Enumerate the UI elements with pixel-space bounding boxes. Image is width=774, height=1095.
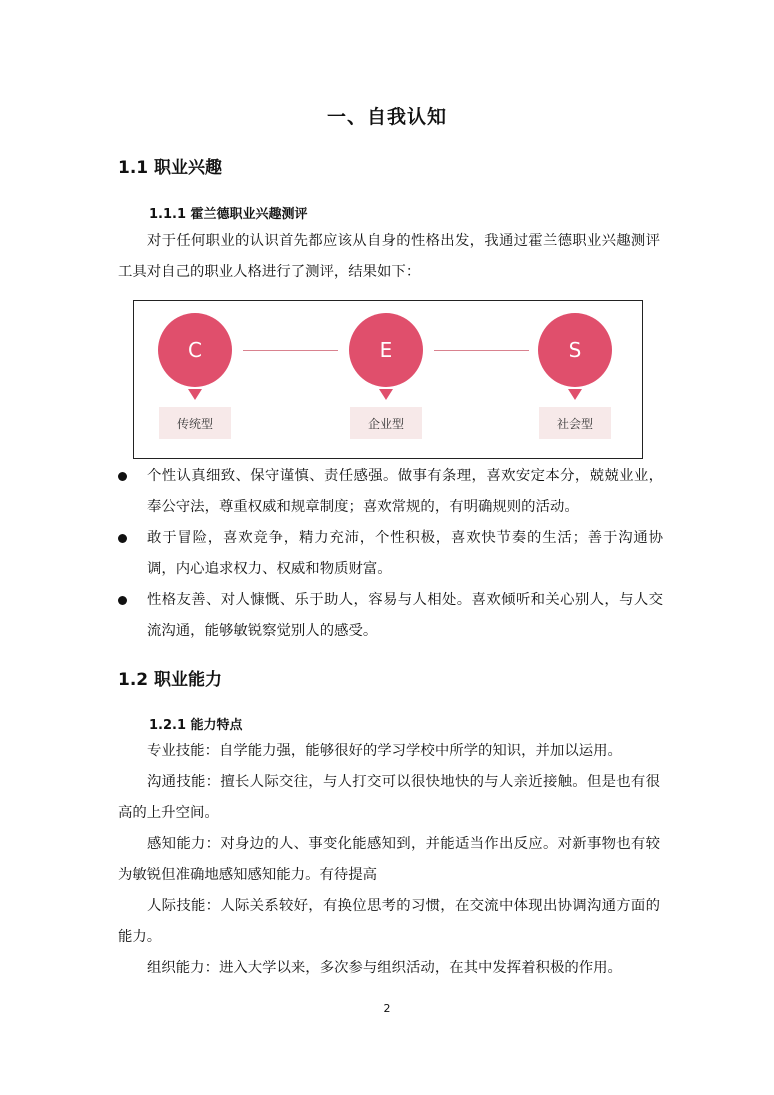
intro-paragraph: 对于任何职业的认识首先都应该从自身的性格出发，我通过霍兰德职业兴趣测评工具对自己的职业人格进行了测评，结果如下： xyxy=(118,233,660,280)
ability-paragraph-organization: 组织能力：进入大学以来，多次参与组织活动，在其中发挥着积极的作用。 xyxy=(147,960,622,976)
list-item xyxy=(118,585,663,647)
type-tag: 传统型 xyxy=(159,407,231,439)
type-circle: C xyxy=(158,313,232,387)
ability-paragraph-professional: 专业技能：自学能力强，能够很好的学习学校中所学的知识，并加以运用。 xyxy=(147,743,622,759)
type-circle: S xyxy=(538,313,612,387)
bullet-icon xyxy=(118,472,127,481)
bullet-text: 敢于冒险，喜欢竞争，精力充沛，个性积极，喜欢快节奏的生活；善于沟通协调，内心追求权力、权威和物质财富。 xyxy=(147,530,663,577)
bullet-text: 性格友善、对人慷慨、乐于助人，容易与人相处。喜欢倾听和关心别人，与人交流沟通，能够敏锐察觉别人的感受。 xyxy=(147,592,663,639)
pointer-icon xyxy=(568,389,582,400)
section-title-career-interest: 1.1 职业兴趣 xyxy=(118,158,223,178)
list-item xyxy=(118,523,663,585)
pointer-icon xyxy=(188,389,202,400)
bullet-icon xyxy=(118,534,127,543)
holland-result-figure xyxy=(133,300,643,459)
type-circle: E xyxy=(349,313,423,387)
type-tag: 社会型 xyxy=(539,407,611,439)
bullet-icon xyxy=(118,596,127,605)
ability-paragraph-communication: 沟通技能：擅长人际交往，与人打交可以很快地快的与人亲近接触。但是也有很高的上升空间。 xyxy=(118,774,660,821)
section-title-career-ability: 1.2 职业能力 xyxy=(118,670,223,690)
personality-bullet-list xyxy=(118,461,663,647)
ability-paragraph-interpersonal: 人际技能：人际关系较好，有换位思考的习惯，在交流中体现出协调沟通方面的能力。 xyxy=(118,898,660,945)
subsection-title-ability-traits: 1.2.1 能力特点 xyxy=(149,718,243,733)
connector-line xyxy=(243,350,338,351)
chapter-title: 一、自我认知 xyxy=(326,106,447,128)
type-tag: 企业型 xyxy=(350,407,422,439)
connector-line xyxy=(434,350,529,351)
pointer-icon xyxy=(379,389,393,400)
subsection-title-holland-test: 1.1.1 霍兰德职业兴趣测评 xyxy=(149,207,308,222)
page-number: 2 xyxy=(383,1002,391,1015)
bullet-text: 个性认真细致、保守谨慎、责任感强。做事有条理，喜欢安定本分，兢兢业业，奉公守法，尊重权威和规章制度；喜欢常规的，有明确规则的活动。 xyxy=(147,468,663,515)
ability-paragraph-perception: 感知能力：对身边的人、事变化能感知到，并能适当作出反应。对新事物也有较为敏锐但准确地感知感知能力。有待提高 xyxy=(118,836,660,883)
list-item xyxy=(118,461,663,523)
